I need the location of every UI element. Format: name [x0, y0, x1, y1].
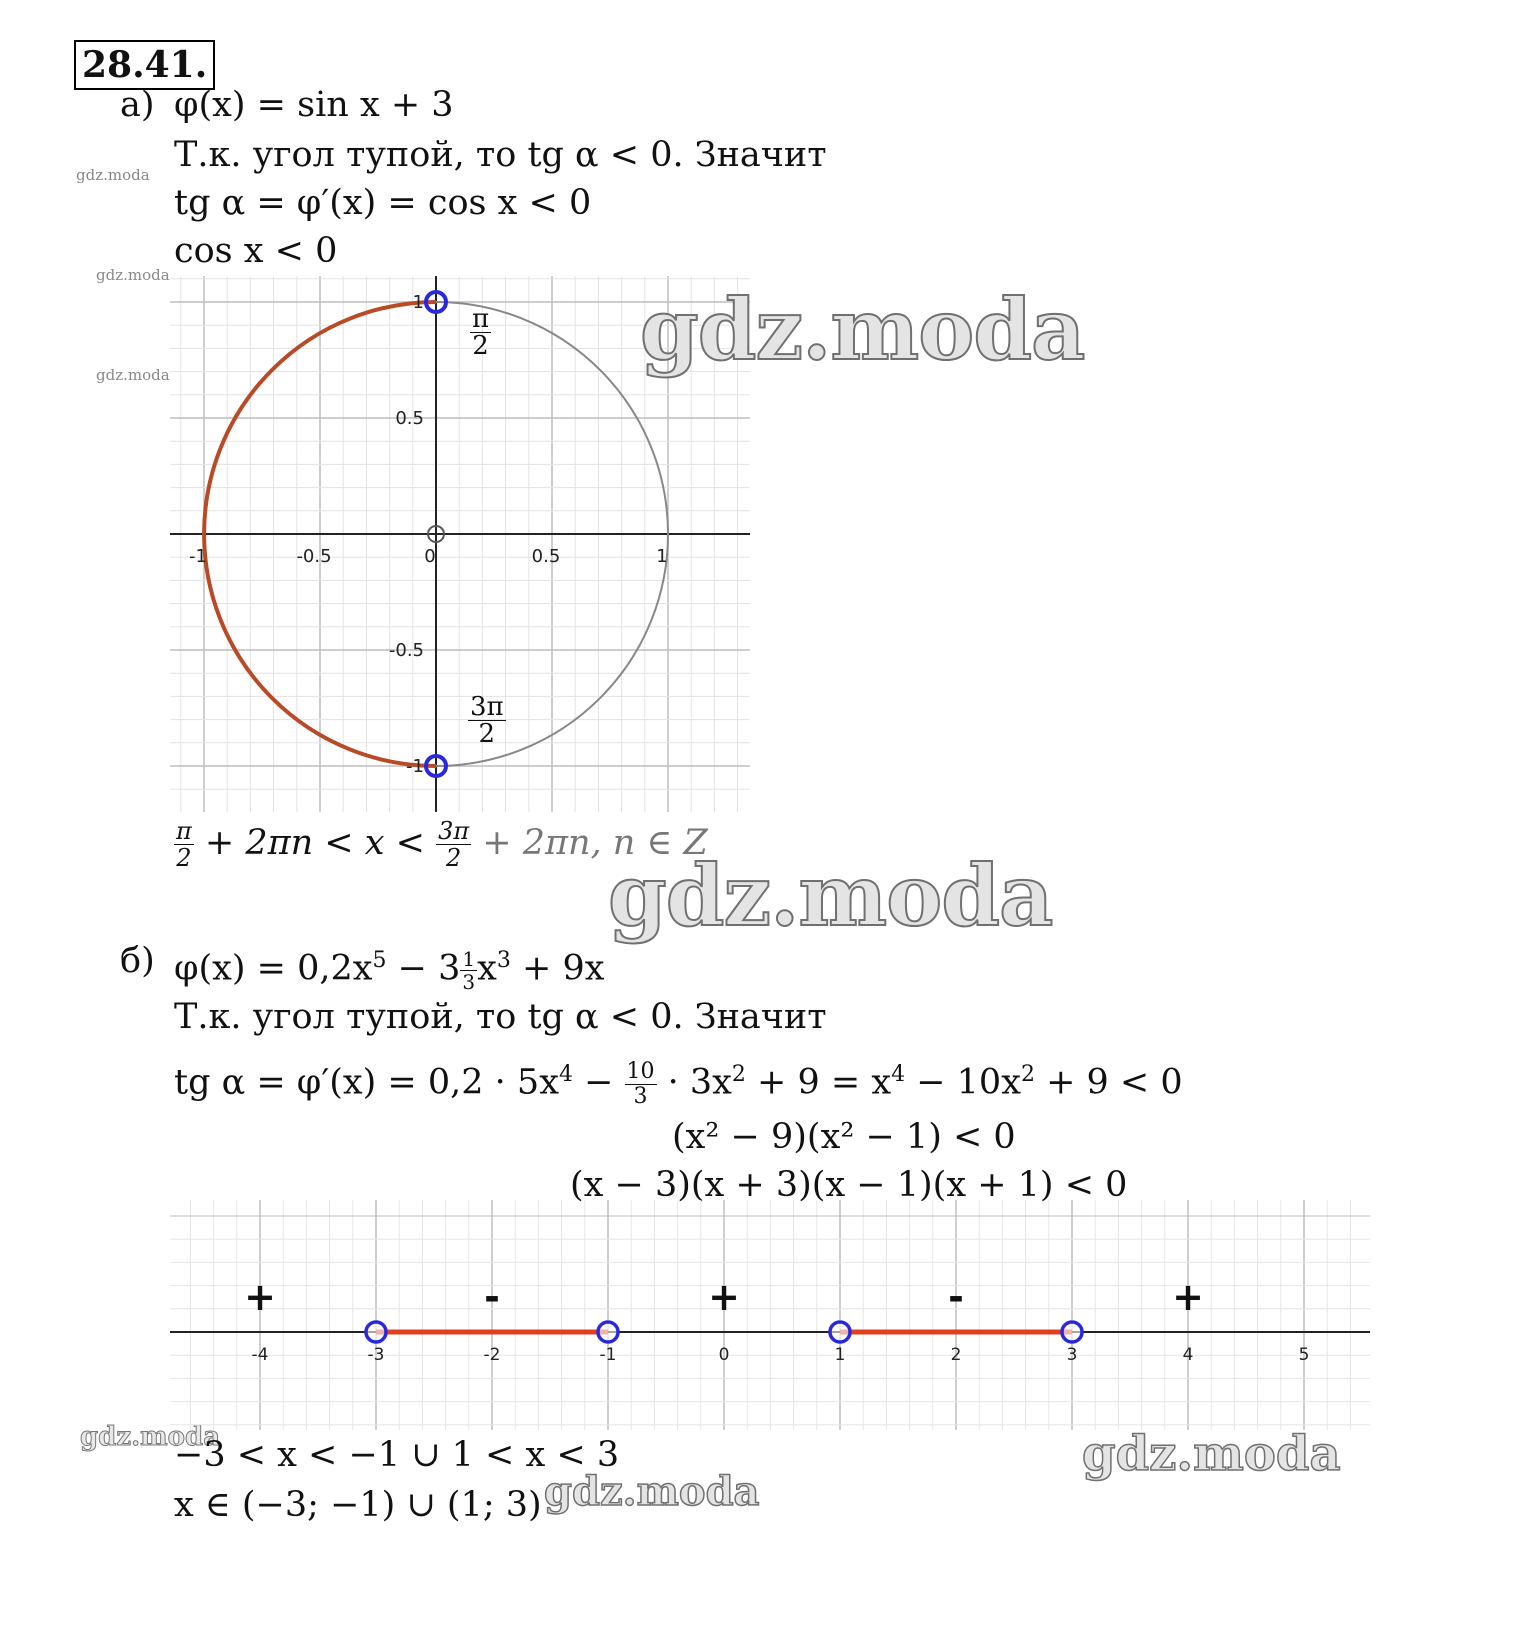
label-pi-over-2-den: 2 — [472, 331, 489, 361]
y-tick-label: -1 — [406, 756, 424, 777]
part-b-func-frac-den: 3 — [462, 969, 476, 994]
x-tick-label: -0.5 — [296, 546, 332, 567]
part-b-line2-minus: − — [572, 1062, 625, 1103]
answer-tail: + 2πn, n ∈ Z — [482, 823, 708, 863]
part-b-line3: (x² − 9)(x² − 1) < 0 — [672, 1117, 1016, 1157]
part-b-label: б) — [120, 941, 155, 981]
watermark-small-1: gdz.moda — [76, 166, 150, 184]
label-pi-over-2-num: π — [472, 304, 490, 334]
x-tick-label: -1 — [189, 546, 207, 567]
watermark-big-1: gdz.moda — [640, 280, 1085, 379]
label-3pi-over-2-num: 3π — [470, 692, 504, 722]
part-b-func-pre: φ(x) = 0,2x — [174, 948, 373, 989]
part-b-line2-tail: + 9 < 0 — [1034, 1062, 1183, 1103]
answer-frac1-num: π — [176, 817, 192, 845]
part-b-func-exp1: 5 — [372, 948, 387, 973]
part-b-answer2: x ∈ (−3; −1) ∪ (1; 3) — [174, 1485, 542, 1525]
open-point — [830, 1322, 850, 1342]
tick-label: 4 — [1182, 1345, 1194, 1365]
part-b-line1: Т.к. угол тупой, то tg α < 0. Значит — [174, 997, 827, 1037]
part-b-line2-mid3: − 10x — [905, 1062, 1021, 1103]
label-3pi-over-2-den: 2 — [478, 719, 496, 749]
number-line-plot — [170, 1200, 1370, 1430]
y-tick-label: 0.5 — [395, 408, 424, 429]
label-pi-over-2 — [470, 306, 491, 359]
tick-label: -3 — [367, 1345, 385, 1365]
tick-label: 1 — [834, 1345, 846, 1365]
watermark-small-2: gdz.moda — [96, 266, 170, 284]
problem-number: 28.41. — [74, 40, 215, 90]
answer-frac2-den: 2 — [445, 844, 462, 872]
part-b-line2-exp3: 4 — [891, 1062, 906, 1087]
x-tick-label: 1 — [656, 546, 668, 567]
part-a-line2: tg α = φ′(x) = cos x < 0 — [174, 183, 592, 223]
sign-label: - — [484, 1275, 500, 1319]
watermark-big-3: gdz.moda — [1082, 1426, 1341, 1482]
tick-label: -2 — [483, 1345, 501, 1365]
sign-label: - — [948, 1275, 964, 1319]
y-tick-label: 1 — [412, 292, 424, 313]
part-b-line2-frac-num: 10 — [626, 1058, 655, 1084]
part-b-line4: (x − 3)(x + 3)(x − 1)(x + 1) < 0 — [570, 1165, 1128, 1205]
part-a-line3: cos x < 0 — [174, 231, 338, 271]
tick-label: -1 — [599, 1345, 617, 1365]
part-b-line2-mid: · 3x — [656, 1062, 732, 1103]
open-point — [598, 1322, 618, 1342]
part-b-line2-exp2: 2 — [731, 1062, 746, 1087]
part-b-func-exp2: 3 — [496, 948, 511, 973]
part-a-line1: Т.к. угол тупой, то tg α < 0. Значит — [174, 135, 827, 175]
answer-frac1-den: 2 — [176, 844, 192, 872]
part-b-function — [174, 940, 604, 993]
part-b-func-mid: − 3 — [386, 948, 461, 989]
part-b-line2-exp1: 4 — [558, 1062, 573, 1087]
part-b-line2 — [174, 1054, 1183, 1109]
part-b-func-frac-num: 1 — [462, 946, 476, 971]
open-point — [1062, 1322, 1082, 1342]
part-b-line2-pre: tg α = φ′(x) = 0,2 · 5x — [174, 1062, 559, 1103]
open-point — [366, 1322, 386, 1342]
tick-label: 3 — [1066, 1345, 1078, 1365]
part-b-line2-mid2: + 9 = x — [745, 1062, 892, 1103]
sign-label: + — [1172, 1275, 1204, 1319]
part-b-line2-frac-den: 3 — [633, 1083, 648, 1109]
label-3pi-over-2 — [468, 694, 506, 747]
part-a-label: а) — [120, 85, 155, 125]
x-tick-label: 0.5 — [531, 546, 561, 567]
part-a-function: φ(x) = sin x + 3 — [174, 85, 454, 125]
sign-label: + — [708, 1275, 740, 1319]
part-b-func-tail: + 9x — [510, 948, 605, 989]
part-b-line2-exp4: 2 — [1020, 1062, 1035, 1087]
x-tick-label: 0 — [424, 546, 436, 567]
tick-label: 0 — [718, 1345, 730, 1365]
y-tick-label: -0.5 — [388, 640, 424, 661]
number-line-signs — [244, 1275, 1204, 1319]
tick-label: -4 — [251, 1345, 269, 1365]
part-b-func-x: x — [477, 948, 497, 989]
answer-mid: + 2πn < x < — [204, 823, 425, 863]
tick-label: 2 — [950, 1345, 962, 1365]
watermark-small-4: gdz.moda — [80, 1422, 221, 1452]
tick-label: 5 — [1298, 1345, 1310, 1365]
watermark-big-4: gdz.moda — [544, 1468, 760, 1515]
part-b-answer1: −3 < x < −1 ∪ 1 < x < 3 — [174, 1435, 620, 1475]
answer-frac2-num: 3π — [438, 817, 470, 845]
sign-label: + — [244, 1275, 276, 1319]
watermark-small-3: gdz.moda — [96, 366, 170, 384]
watermark-big-2: gdz.moda — [608, 846, 1053, 945]
